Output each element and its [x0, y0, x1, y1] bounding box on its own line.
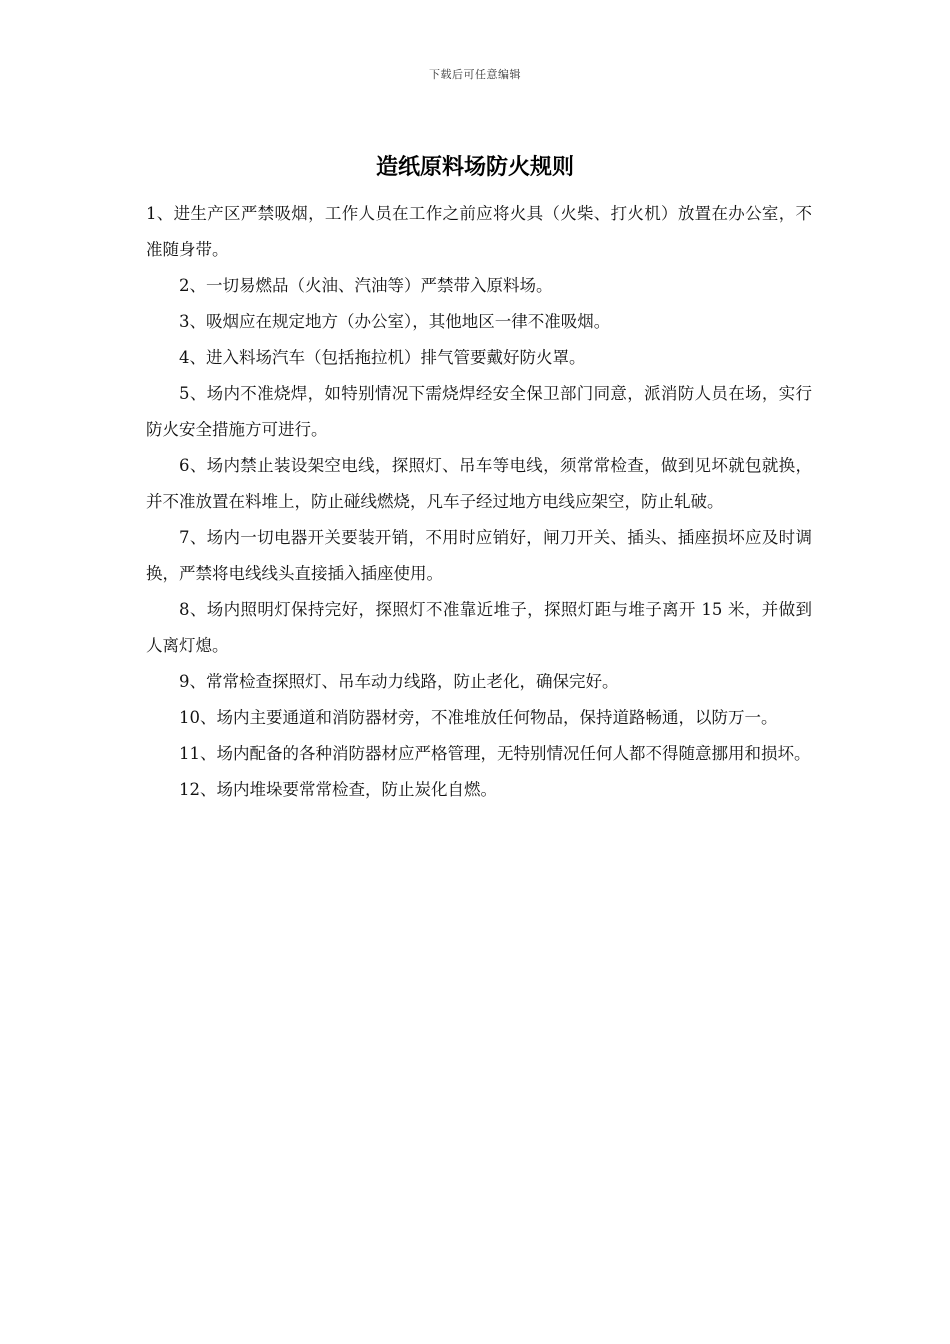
- rule-item: 4、进入料场汽车（包括拖拉机）排气管要戴好防火罩。: [179, 348, 586, 367]
- rule-item: 11、场内配备的各种消防器材应严格管理，无特别情况任何人都不得随意挪用和损坏。: [179, 744, 811, 763]
- rule-item: 9、常常检查探照灯、吊车动力线路，防止老化，确保完好。: [179, 672, 619, 691]
- rule-item: 12、场内堆垛要常常检查，防止炭化自燃。: [179, 780, 497, 799]
- rule-item: 3、吸烟应在规定地方（办公室），其他地区一律不准吸烟。: [179, 312, 611, 331]
- rule-item: 8、场内照明灯保持完好，探照灯不准靠近堆子，探照灯距与堆子离开 15 米，并做到人离灯熄。: [146, 600, 812, 655]
- document-title: 造纸原料场防火规则: [375, 155, 574, 180]
- rule-item: 10、场内主要通道和消防器材旁，不准堆放任何物品，保持道路畅通，以防万一。: [179, 708, 778, 727]
- rule-item: 2、一切易燃品（火油、汽油等）严禁带入原料场。: [179, 276, 553, 295]
- rule-item: 5、场内不准烧焊，如特别情况下需烧焊经安全保卫部门同意，派消防人员在场，实行防火安全措施方可进行。: [146, 384, 812, 439]
- rules-list: [146, 196, 812, 808]
- rule-item: 7、场内一切电器开关要装开销，不用时应销好，闸刀开关、插头、插座损坏应及时调换，严禁将电线线头直接插入插座使用。: [146, 528, 812, 583]
- rule-item: 6、场内禁止装设架空电线，探照灯、吊车等电线，须常常检查，做到见坏就包就换，并不准放置在料堆上，防止碰线燃烧，凡车子经过地方电线应架空，防止轧破。: [146, 456, 812, 511]
- rule-item: 1、进生产区严禁吸烟，工作人员在工作之前应将火具（火柴、打火机）放置在办公室，不准随身带。: [146, 204, 812, 259]
- header-note: 下载后可任意编辑: [429, 68, 521, 81]
